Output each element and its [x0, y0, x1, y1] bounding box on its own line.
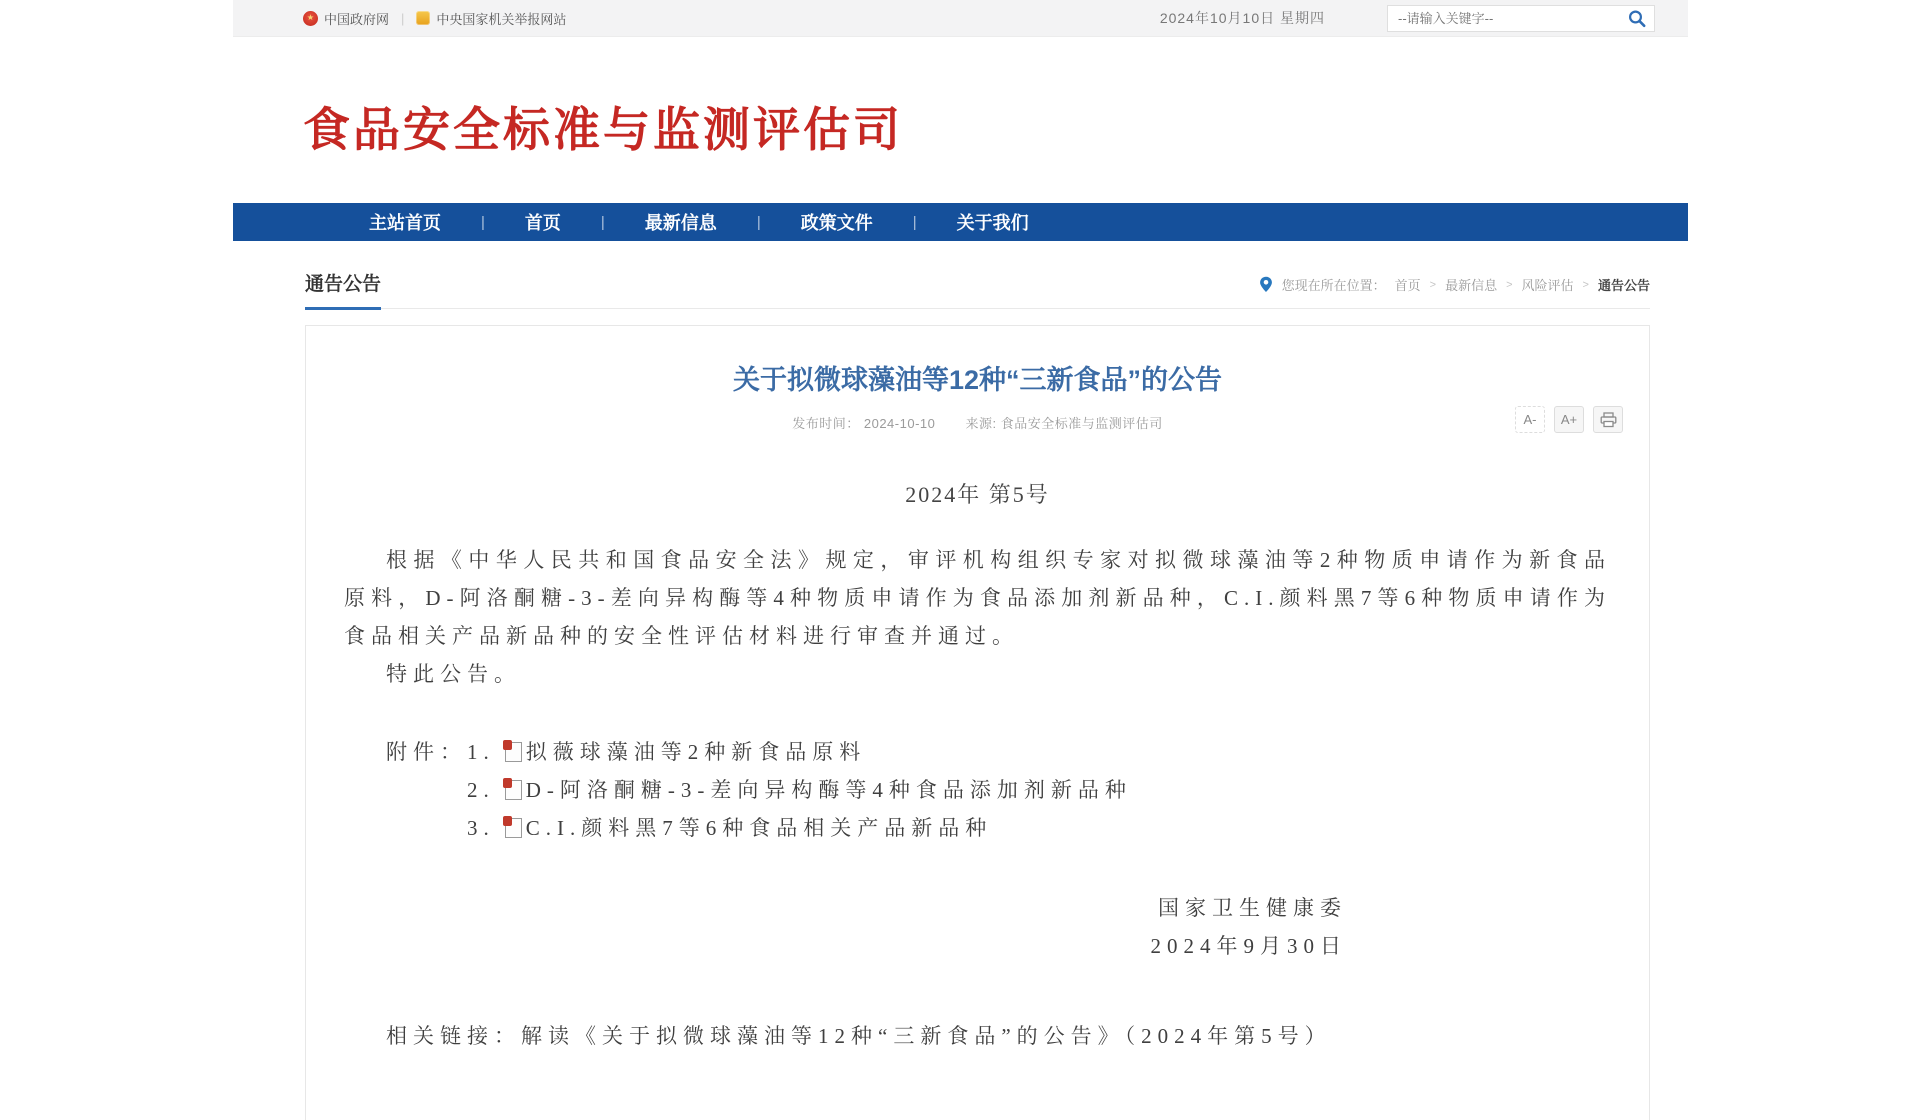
gov-site-link[interactable] [303, 9, 389, 28]
attachments-block [344, 733, 1611, 847]
article-title: 关于拟微球藻油等12种“三新食品”的公告 [732, 365, 1223, 395]
crumb-risk[interactable]: 风险评估 [1521, 278, 1574, 293]
article-paragraph: 根据《中华人民共和国食品安全法》规定，审评机构组织专家对拟微球藻油等2种物质申请作为新食品原料，D-阿洛酮糖-3-差向异构酶等4种物质申请作为食品添加剂新品种，C.I.颜料黑7等6种物质申请作为食品相关产品新品种的安全性评估材料进行审查并通过。 [344, 548, 1611, 648]
topbar-divider: | [401, 10, 405, 26]
breadcrumb [1259, 275, 1650, 308]
crumb-separator: > [1429, 278, 1437, 291]
document-number: 2024年 第5号 [905, 482, 1050, 507]
attachment-label: C.I.颜料黑7等6种食品相关产品新品种 [525, 816, 993, 840]
topbar-right [1160, 5, 1655, 32]
page [233, 0, 1688, 1120]
crumb-separator: > [1506, 278, 1513, 291]
attachment-link-1[interactable] [467, 733, 1132, 771]
signature-org: 国家卫生健康委 [1158, 896, 1347, 920]
attachment-number: 2. [467, 778, 495, 802]
current-date: 2024年10月10日 星期四 [1159, 10, 1325, 26]
article-container [305, 325, 1650, 1120]
document-file-icon [505, 742, 522, 762]
national-emblem-icon: ★ [303, 11, 318, 26]
article-closing: 特此公告。 [386, 662, 521, 686]
nav-item-latest[interactable]: 最新信息 [644, 213, 717, 233]
article-tools [1515, 406, 1623, 433]
section-row [305, 241, 1650, 309]
nav-item-policy[interactable]: 政策文件 [800, 213, 873, 233]
printer-icon [1600, 412, 1617, 428]
signature-date: 2024年9月30日 [1150, 934, 1347, 958]
document-file-icon [505, 818, 522, 838]
related-link[interactable]: 相关链接：解读《关于拟微球藻油等12种“三新食品”的公告》（2024年第5号） [386, 1024, 1332, 1048]
attachment-label: 拟薇球藻油等2种新食品原料 [525, 740, 867, 764]
nav-divider: | [756, 213, 761, 231]
breadcrumb-prefix: 您现在所在位置： [1281, 278, 1386, 293]
top-links [303, 9, 566, 28]
crumb-latest[interactable]: 最新信息 [1445, 278, 1498, 293]
attachment-number: 3. [467, 816, 495, 840]
site-header [233, 37, 1688, 203]
article-source: 来源: 食品安全标准与监测评估司 [965, 416, 1163, 431]
attachment-link-2[interactable] [467, 771, 1132, 809]
font-larger-button[interactable]: A+ [1554, 406, 1584, 433]
nav-divider: | [481, 213, 485, 231]
nav-divider: | [912, 213, 917, 231]
print-button[interactable] [1593, 406, 1623, 433]
attachments-list [467, 733, 1132, 847]
nav-item-main-home[interactable]: 主站首页 [369, 213, 441, 233]
attachment-link-3[interactable] [467, 809, 1132, 847]
nav-divider: | [600, 213, 605, 231]
nav-item-home[interactable]: 首页 [524, 213, 561, 233]
section-title: 通告公告 [305, 269, 381, 310]
gov-site-label: 中国政府网 [324, 11, 390, 27]
attachment-number: 1. [467, 740, 495, 764]
attachment-label: D-阿洛酮糖-3-差向异构酶等4种食品添加剂新品种 [525, 778, 1132, 802]
nav-item-about[interactable]: 关于我们 [956, 213, 1029, 233]
report-badge-icon [416, 11, 430, 25]
font-smaller-button[interactable]: A- [1515, 406, 1545, 433]
search-input[interactable] [1388, 6, 1654, 31]
report-site-link[interactable] [416, 9, 566, 28]
crumb-separator: > [1582, 278, 1589, 291]
document-file-icon [505, 780, 522, 800]
main-nav [233, 203, 1688, 241]
search-box [1387, 5, 1655, 32]
signature-block [344, 889, 1611, 965]
top-bar [233, 0, 1688, 37]
article-body [344, 541, 1611, 1055]
crumb-home[interactable]: 首页 [1394, 278, 1421, 293]
site-title: 食品安全标准与监测评估司 [303, 103, 903, 156]
magnifier-icon[interactable] [1626, 8, 1648, 33]
article-meta [344, 413, 1611, 432]
crumb-current: 通告公告 [1597, 278, 1650, 293]
map-pin-icon [1259, 276, 1273, 293]
report-site-label: 中央国家机关举报网站 [436, 11, 567, 27]
publish-time: 发布时间： 2024-10-10 [792, 416, 936, 431]
attachments-label: 附件： [386, 740, 467, 764]
